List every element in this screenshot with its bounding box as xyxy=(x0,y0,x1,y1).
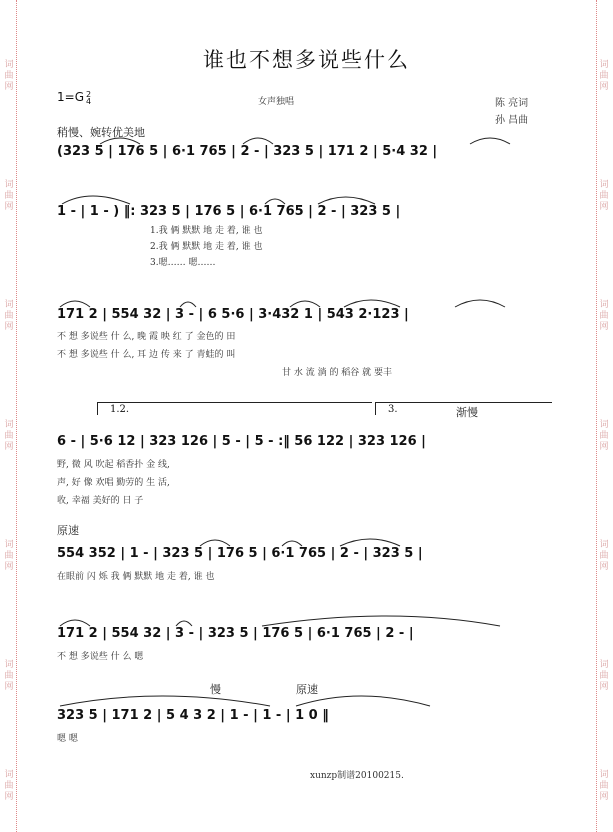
lyric-line: 嗯 嗯 xyxy=(57,734,78,744)
watermark-mark: 词 曲 网 xyxy=(599,770,609,802)
volta-third-ending: 3. xyxy=(375,402,552,415)
watermark-mark: 词 曲 网 xyxy=(4,770,14,802)
watermark-mark: 词 曲 网 xyxy=(599,180,609,212)
tempo-atempo: 原速 xyxy=(296,683,318,696)
footer-credit: xunzp制谱20100215. xyxy=(310,771,404,781)
lyric-line: 1.我 俩 默默 地 走 着, 谁 也 xyxy=(150,226,263,236)
watermark-mark: 词 曲 网 xyxy=(599,420,609,452)
key-signature xyxy=(57,90,91,105)
lyric-line: 收, 幸福 美好的 日 子 xyxy=(57,496,144,506)
watermark-mark: 词 曲 网 xyxy=(4,60,14,92)
watermark-mark: 词 曲 网 xyxy=(599,540,609,572)
lyric-line: 甘 水 流 淌 的 稻谷 就 要丰 xyxy=(282,368,393,378)
composer: 孙 昌曲 xyxy=(495,115,529,126)
time-top: 2 xyxy=(86,89,92,99)
time-bottom: 4 xyxy=(86,96,92,106)
performer: 女声独唱 xyxy=(258,97,295,107)
watermark-mark: 词 曲 网 xyxy=(599,300,609,332)
lyric-line: 不 想 多说些 什 么, 晚 霞 映 红 了 金色的 田 xyxy=(57,332,236,342)
lyric-line: 不 想 多说些 什 么, 耳 边 传 来 了 青蛙的 叫 xyxy=(57,350,236,360)
tempo-system5: 原速 xyxy=(57,524,79,537)
music-system-2: 1 - | 1 - ) ‖: 323 5 | 176 5 | 6·1 765 | 2 - | 323 5 | xyxy=(57,204,401,219)
watermark-mark: 词 曲 网 xyxy=(599,660,609,692)
music-system-5: 554 352 | 1 - | 323 5 | 176 5 | 6·1 765 | 2 - | 323 5 | xyxy=(57,546,423,561)
time-signature xyxy=(86,91,91,105)
music-system-4: 6 - | 5·6 12 | 323 126 | 5 - | 5 - :‖ 56 122 | 323 126 | xyxy=(57,434,426,449)
lyric-line: 声, 好 像 欢唱 勤劳的 生 活, xyxy=(57,478,170,488)
slur xyxy=(455,300,505,307)
tempo-intro: 稍慢、婉转优美地 xyxy=(57,126,145,139)
lyricist: 陈 亮词 xyxy=(495,98,529,109)
watermark-mark: 词 曲 网 xyxy=(4,300,14,332)
key-label: 1=G xyxy=(57,90,84,104)
lyric-line: 不 想 多说些 什 么 嗯 xyxy=(57,652,144,662)
volta-first-ending: 1.2. xyxy=(97,402,372,415)
music-system-6: 171 2 | 554 32 | 3 - | 323 5 | 176 5 | 6·1 765 | 2 - | xyxy=(57,626,414,641)
watermark-mark: 词 曲 网 xyxy=(4,180,14,212)
lyric-line: 在眼前 闪 烁 我 俩 默默 地 走 着, 谁 也 xyxy=(57,572,215,582)
music-system-1: (323 5 | 176 5 | 6·1 765 | 2 - | 323 5 | 171 2 | 5·4 32 | xyxy=(57,144,438,159)
slur xyxy=(470,138,510,144)
music-system-7: 323 5 | 171 2 | 5 4 3 2 | 1 - | 1 - | 1 0 ‖ xyxy=(57,708,329,723)
watermark-mark: 词 曲 网 xyxy=(4,420,14,452)
watermark-mark: 词 曲 网 xyxy=(599,60,609,92)
watermark-mark: 词 曲 网 xyxy=(4,540,14,572)
song-title: 谁也不想多说些什么 xyxy=(203,48,410,72)
lyric-line: 2.我 俩 默默 地 走 着, 谁 也 xyxy=(150,242,263,252)
tempo-rit: 慢 xyxy=(210,683,221,696)
watermark-mark: 词 曲 网 xyxy=(4,660,14,692)
lyric-line: 野, 微 风 吹起 稻香扑 金 线, xyxy=(57,460,170,470)
lyric-line: 3.嗯…… 嗯…… xyxy=(150,258,216,268)
tempo-volta3: 渐慢 xyxy=(456,406,478,419)
music-system-3: 171 2 | 554 32 | 3 - | 6 5·6 | 3·432 1 | 543 2·123 | xyxy=(57,307,409,322)
